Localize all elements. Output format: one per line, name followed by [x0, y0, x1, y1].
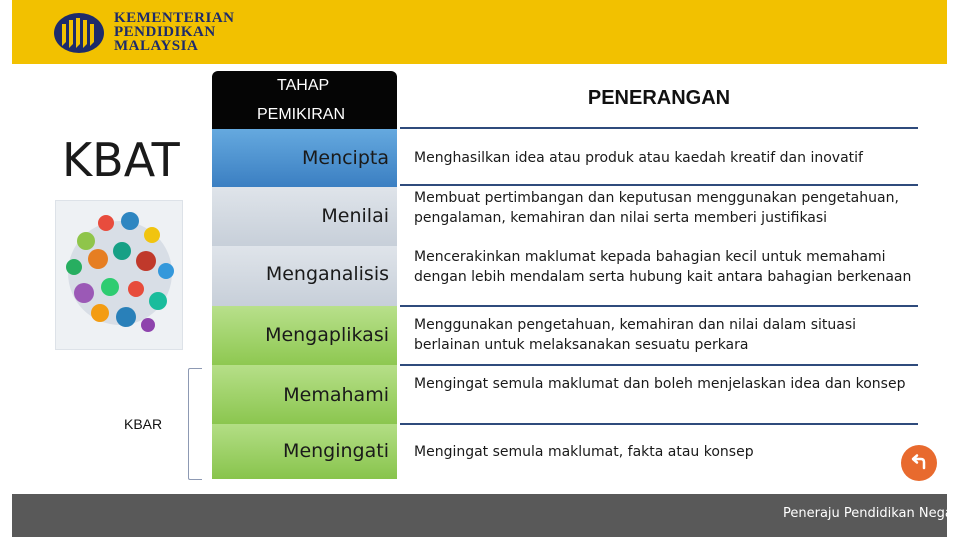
- row-divider: [400, 423, 918, 425]
- description-column-header: PENERANGAN: [587, 87, 731, 109]
- level-mencipta: [212, 129, 397, 187]
- kbat-collage-image: [55, 200, 183, 350]
- level-label: Mengingati: [283, 440, 389, 462]
- ministry-name-line-3: MALAYSIA: [114, 38, 199, 54]
- level-menilai: [212, 187, 397, 246]
- header-divider: [400, 127, 918, 129]
- description-memahami: Mengingat semula maklumat dan boleh menjelaskan idea dan konsep: [414, 376, 906, 392]
- return-arrow-icon: [909, 453, 929, 473]
- ministry-logo-icon: [52, 12, 106, 54]
- footer-tagline: Peneraju Pendidikan Negara: [783, 506, 966, 521]
- level-label: Mengaplikasi: [265, 324, 389, 346]
- row-divider: [400, 364, 918, 366]
- row-divider: [400, 184, 918, 186]
- ministry-name-line-1: KEMENTERIAN: [114, 10, 235, 26]
- description-mencipta: Menghasilkan idea atau produk atau kaedah kreatif dan inovatif: [414, 150, 863, 166]
- kbat-collage-graphic: [56, 201, 184, 351]
- level-mengaplikasi: [212, 306, 397, 365]
- level-label: Menilai: [321, 205, 389, 227]
- description-mengaplikasi: Menggunakan pengetahuan, kemahiran dan nilai dalam situasi berlainan untuk melaksanakan sesuatu perkara: [414, 317, 857, 353]
- ministry-name-line-2: PENDIDIKAN: [114, 24, 216, 40]
- level-label: Mencipta: [301, 147, 389, 169]
- description-menganalisis: Mencerakinkan maklumat kepada bahagian kecil untuk memahami dengan lebih mendalam serta hubung kait antara bahagian berkenaan: [414, 249, 912, 285]
- description-mengingati: Mengingat semula maklumat, fakta atau konsep: [414, 444, 754, 460]
- description-menilai: Membuat pertimbangan dan keputusan menggunakan pengetahuan, pengalaman, kemahiran dan nilai serta memberi justifikasi: [414, 190, 899, 226]
- level-mengingati: [212, 424, 397, 479]
- return-button[interactable]: [901, 445, 937, 481]
- ministry-name: [114, 11, 235, 53]
- kbat-title: KBAT: [62, 133, 180, 187]
- level-memahami: [212, 365, 397, 424]
- row-divider: [400, 305, 918, 307]
- level-header-line-1: TAHAP: [277, 77, 330, 94]
- level-label: Memahami: [283, 384, 389, 406]
- kbar-bracket: [188, 368, 202, 480]
- level-label: Menganalisis: [265, 263, 389, 285]
- level-header-line-2: PEMIKIRAN: [257, 106, 346, 123]
- kbar-label: KBAR: [124, 416, 163, 432]
- level-menganalisis: [212, 246, 397, 306]
- level-column-header: [212, 71, 397, 129]
